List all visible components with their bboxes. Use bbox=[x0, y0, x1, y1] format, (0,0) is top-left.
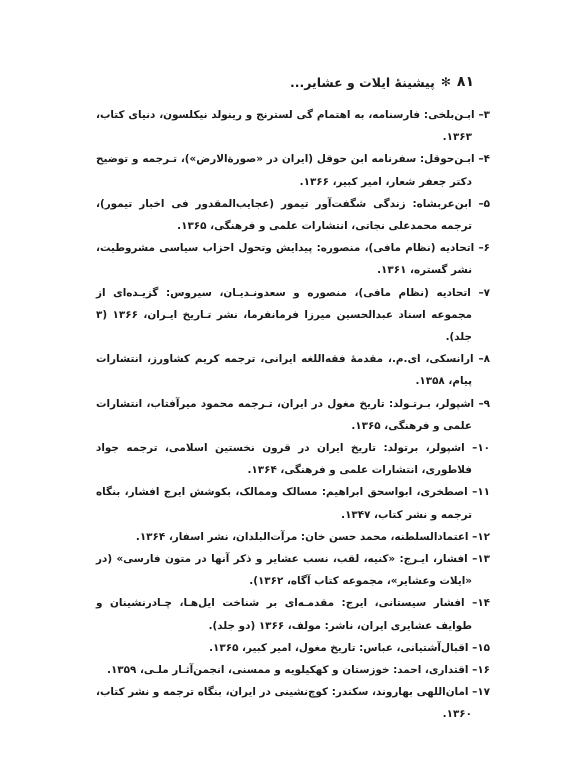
bibliography-entry: ۷– اتحادیه (نظام مافی)، منصوره و سعدونـدیـان، سیروس: گزیـده‌ای از مجموعه اسناد عبدالحسین میرزا فرمانفرما، نشر تـاریخ ایـران، ۱۳۶۶ (۳ جلد). bbox=[96, 286, 490, 344]
page-number: ۸۱ bbox=[456, 74, 474, 90]
bibliography-entry: ۱۶– اقتداری، احمد: خوزستان و کهکیلویه و ممسنی، انجمن‌آثـار ملـی، ۱۳۵۹. bbox=[107, 664, 490, 677]
star-ornament-icon: ✻ bbox=[440, 75, 451, 89]
bibliography-entry: ۱۴– افشار سیستانی، ایرج: مقدمـه‌ای بر شناخت ایل‌هـا، چـادرنشینان و طوایف عشایری ایران، ناشر: مولف، ۱۳۶۶ (دو جلد). bbox=[96, 597, 490, 632]
running-title: پیشینهٔ ایلات و عشایر... bbox=[290, 74, 435, 90]
page-header bbox=[290, 74, 474, 90]
bibliography-entry: ۱۳– افشار، ایـرج: «کنیه، لقب، نسب عشایر و ذکر آنها در متون فارسی» (در «ایلات وعشایر»، مجموعه کتاب آگاه، ۱۳۶۲). bbox=[96, 553, 490, 588]
bibliography-entry: ۹– اشپولر، بـرتـولد: تاریخ مغول در ایران، تـرجمه محمود میرآفتاب، انتشارات علمی و فرهنگی، ۱۳۶۵. bbox=[96, 397, 490, 432]
bibliography-list bbox=[96, 104, 490, 726]
bibliography-entry: ۱۱– اصطخری، ابواسحق ابراهیم: مسالک وممالک، بکوشش ایرج افشار، بنگاه ترجمه و نشر کتاب، ۱۳۴۷. bbox=[96, 486, 490, 521]
bibliography-entry: ۱۵– اقبال‌آشتیانی، عباس: تاریخ مغول، امیر کبیر، ۱۳۶۵. bbox=[209, 641, 490, 654]
bibliography-entry: ۱۷– امان‌اللهی بهاروند، سکندر: کوچ‌نشینی در ایران، بنگاه ترجمه و نشر کتاب، ۱۳۶۰. bbox=[96, 686, 490, 721]
bibliography-entry: ۶– اتحادیه (نظام مافی)، منصوره: پیدایش وتحول احزاب سیاسی مشروطیت، نشر گستره، ۱۳۶۱. bbox=[96, 242, 490, 277]
bibliography-entry: ۸– ارانسکی، ای.م.، مقدمهٔ فقه‌اللغه ایرانی، ترجمه کریم کشاورز، انتشارات پیام، ۱۳۵۸. bbox=[96, 353, 490, 388]
bibliography-entry: ۱۰– اشپولر، برتولد: تاریخ ایران در قرون نخستین اسلامی، ترجمه جواد فلاطوری، انتشارات علمی و فرهنگی، ۱۳۶۴. bbox=[96, 442, 490, 477]
bibliography-entry: ۳– ابـن‌بلخی: فارسنامه، به اهتمام گی لسترنج و رینولد نیکلسون، دنیای کتاب، ۱۳۶۳. bbox=[96, 109, 490, 144]
bibliography-entry: ۵– ابن‌عربشاه: زندگی شگفت‌آور تیمور (عجایب‌المقدور فی اخبار تیمور)، ترجمه محمدعلی نجاتی، انتشارات علمی و فرهنگی، ۱۳۶۵. bbox=[96, 197, 490, 233]
bibliography-entry: ۴– ابـن‌حوقل: سفرنامه ابن حوقل (ایران در «صورة‌الارض»)، تـرجمه و توضیح دکتر جعفر شعار، امیر کبیر، ۱۳۶۶. bbox=[96, 153, 490, 188]
bibliography-entry: ۱۲– اعتمادالسلطنه، محمد حسن خان: مرآت‌البلدان، نشر اسفار، ۱۳۶۴. bbox=[135, 530, 490, 543]
